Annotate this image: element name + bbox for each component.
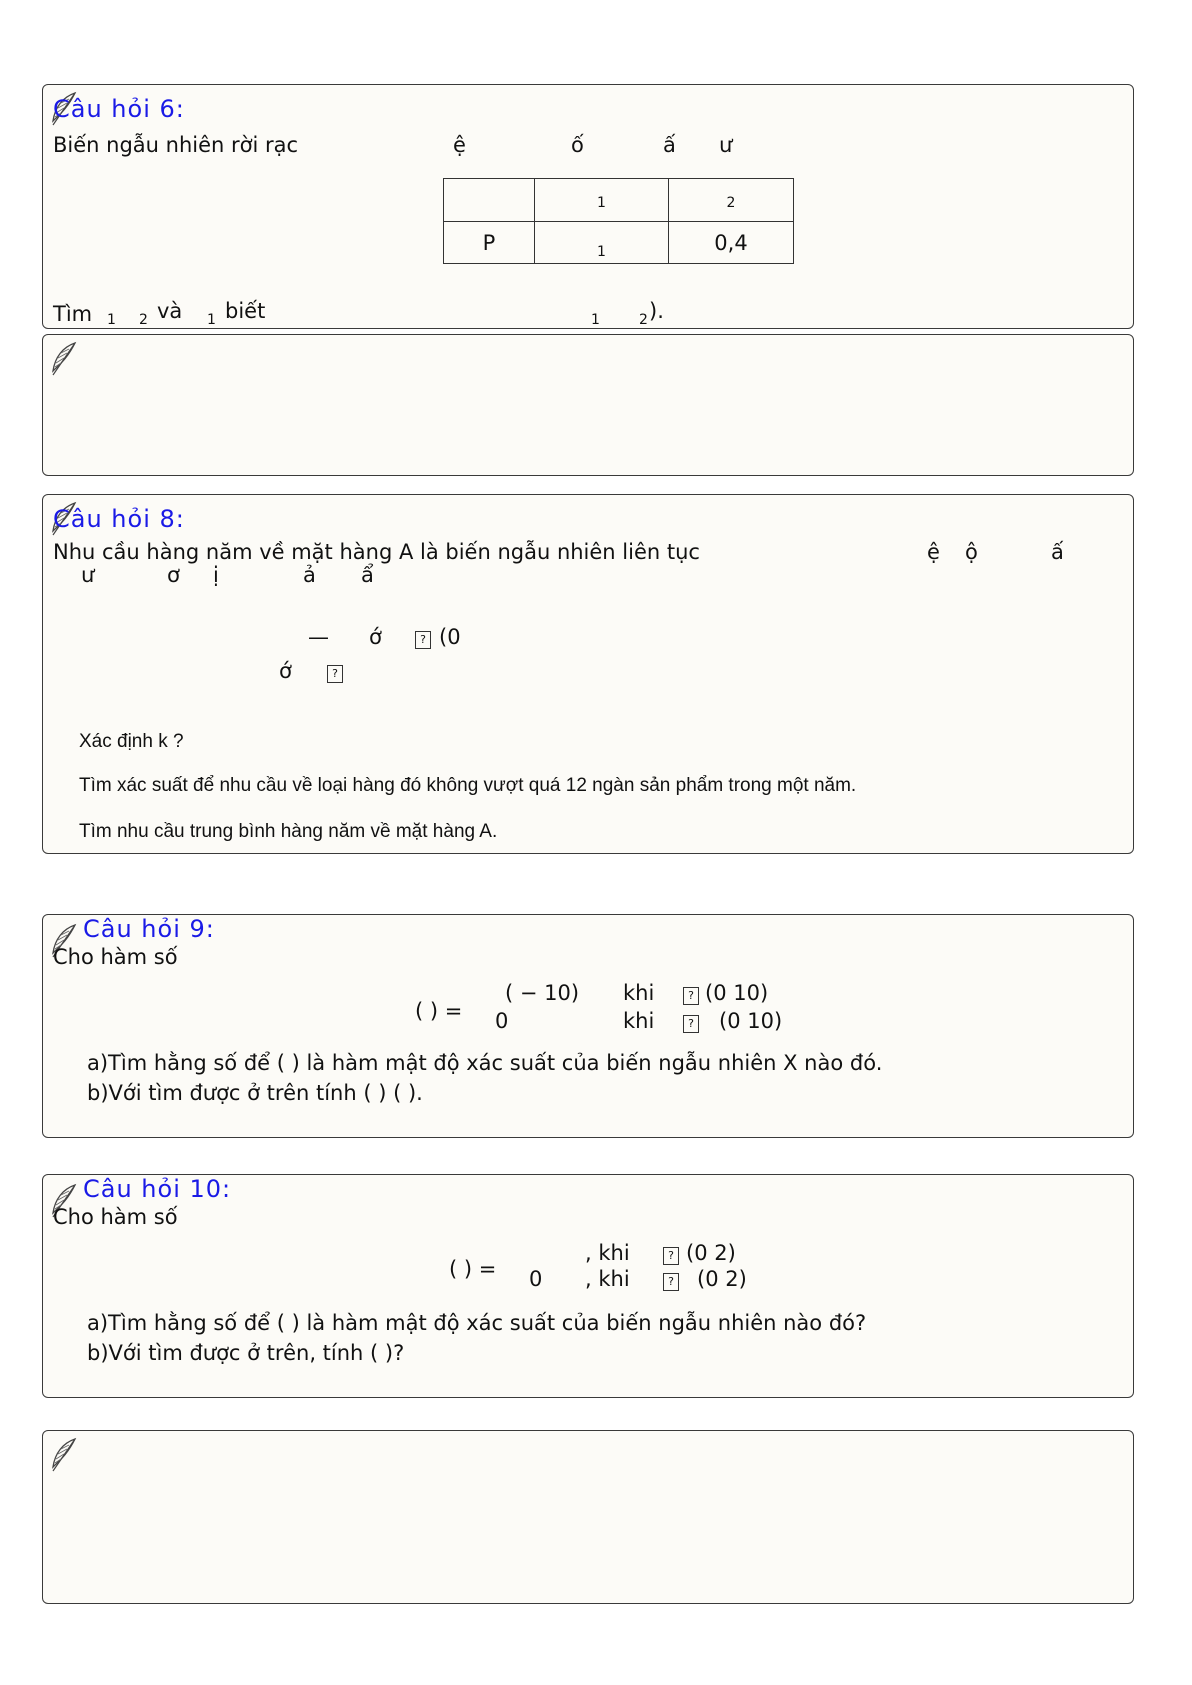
- subscript: 2: [639, 312, 648, 328]
- table-cell: P: [444, 222, 535, 264]
- question-10-box: [42, 1174, 1134, 1398]
- table-cell: 2: [669, 179, 794, 222]
- answer-box: [42, 1430, 1134, 1604]
- bottom-text: Tìm: [53, 302, 93, 326]
- table-cell: 1: [535, 222, 669, 264]
- missing-symbol-icon: ?: [327, 665, 343, 683]
- subscript: 1: [591, 312, 600, 328]
- list-item: Tìm xác suất để nhu cầu về loại hàng đó không vượt quá 12 ngàn sản phẩm trong một năm.: [79, 775, 857, 796]
- formula-piece: ớ: [279, 659, 292, 683]
- question-title: Câu hỏi 8:: [53, 505, 185, 533]
- missing-symbol-icon: ?: [683, 1015, 699, 1033]
- table-cell: [444, 179, 535, 222]
- text-fragment: ấ: [1051, 540, 1064, 564]
- question-intro: Cho hàm số: [53, 1205, 178, 1229]
- question-title: Câu hỏi 9:: [83, 915, 215, 943]
- list-item: Xác định k ?: [79, 731, 184, 752]
- missing-symbol-icon: ?: [683, 987, 699, 1005]
- table-cell: 1: [535, 179, 669, 222]
- formula-piece: (0: [439, 625, 461, 649]
- text-fragment: ố: [571, 133, 584, 157]
- function-lhs: ( ) =: [415, 999, 463, 1023]
- case-interval: (0 10): [719, 1009, 783, 1033]
- sub-question-b: b)Với tìm được ở trên, tính ( )?: [87, 1341, 405, 1365]
- text-fragment: ệ: [927, 540, 940, 564]
- list-item: Tìm nhu cầu trung bình hàng năm về mặt hàng A.: [79, 821, 498, 842]
- bottom-text: biết: [225, 299, 266, 323]
- missing-symbol-icon: ?: [663, 1247, 679, 1265]
- question-6-box: [42, 84, 1134, 329]
- distribution-table: [443, 178, 794, 264]
- subscript: 1: [107, 312, 116, 328]
- sub-question-a: a)Tìm hằng số để ( ) là hàm mật độ xác suất của biến ngẫu nhiên nào đó?: [87, 1311, 867, 1335]
- feather-icon: [49, 1437, 79, 1473]
- question-title: Câu hỏi 10:: [83, 1175, 232, 1203]
- feather-icon: [49, 341, 79, 377]
- text-fragment: ấ: [663, 133, 676, 157]
- case-interval: (0 10): [705, 981, 769, 1005]
- case-expression: 0: [495, 1009, 509, 1033]
- question-title: Câu hỏi 6:: [53, 95, 185, 123]
- bottom-text: ).: [649, 299, 664, 323]
- text-fragment: ả: [303, 563, 316, 587]
- subscript: 2: [139, 312, 148, 328]
- case-condition: khi: [623, 1009, 655, 1033]
- text-fragment: ệ: [453, 133, 466, 157]
- subscript: 1: [207, 312, 216, 328]
- case-condition: , khi: [585, 1241, 630, 1265]
- case-interval: (0 2): [697, 1267, 747, 1291]
- case-condition: , khi: [585, 1267, 630, 1291]
- answer-box: [42, 334, 1134, 476]
- case-condition: khi: [623, 981, 655, 1005]
- sub-question-a: a)Tìm hằng số để ( ) là hàm mật độ xác suất của biến ngẫu nhiên X nào đó.: [87, 1051, 883, 1075]
- question-text: Biến ngẫu nhiên rời rạc: [53, 133, 299, 157]
- function-lhs: ( ) =: [449, 1257, 497, 1281]
- table-cell: 0,4: [669, 222, 794, 264]
- sub-question-b: b)Với tìm được ở trên tính ( ) ( ).: [87, 1081, 423, 1105]
- text-fragment: ư: [719, 133, 733, 157]
- question-intro: Cho hàm số: [53, 945, 178, 969]
- question-9-box: [42, 914, 1134, 1138]
- text-fragment: ơ: [167, 563, 180, 587]
- question-8-box: [42, 494, 1134, 854]
- missing-symbol-icon: ?: [415, 631, 431, 649]
- bottom-text: và: [157, 299, 183, 323]
- question-text: Nhu cầu hàng năm về mặt hàng A là biến ngẫu nhiên liên tục: [53, 540, 700, 564]
- case-expression: 0: [529, 1267, 543, 1291]
- missing-symbol-icon: ?: [663, 1273, 679, 1291]
- formula-piece: —: [308, 625, 329, 649]
- formula-piece: ớ: [369, 625, 382, 649]
- text-fragment: ư: [81, 563, 95, 587]
- case-interval: (0 2): [686, 1241, 736, 1265]
- case-expression: ( − 10): [505, 981, 580, 1005]
- text-fragment: ị: [213, 563, 219, 587]
- text-fragment: ẩ: [361, 563, 374, 587]
- text-fragment: ộ: [965, 540, 978, 564]
